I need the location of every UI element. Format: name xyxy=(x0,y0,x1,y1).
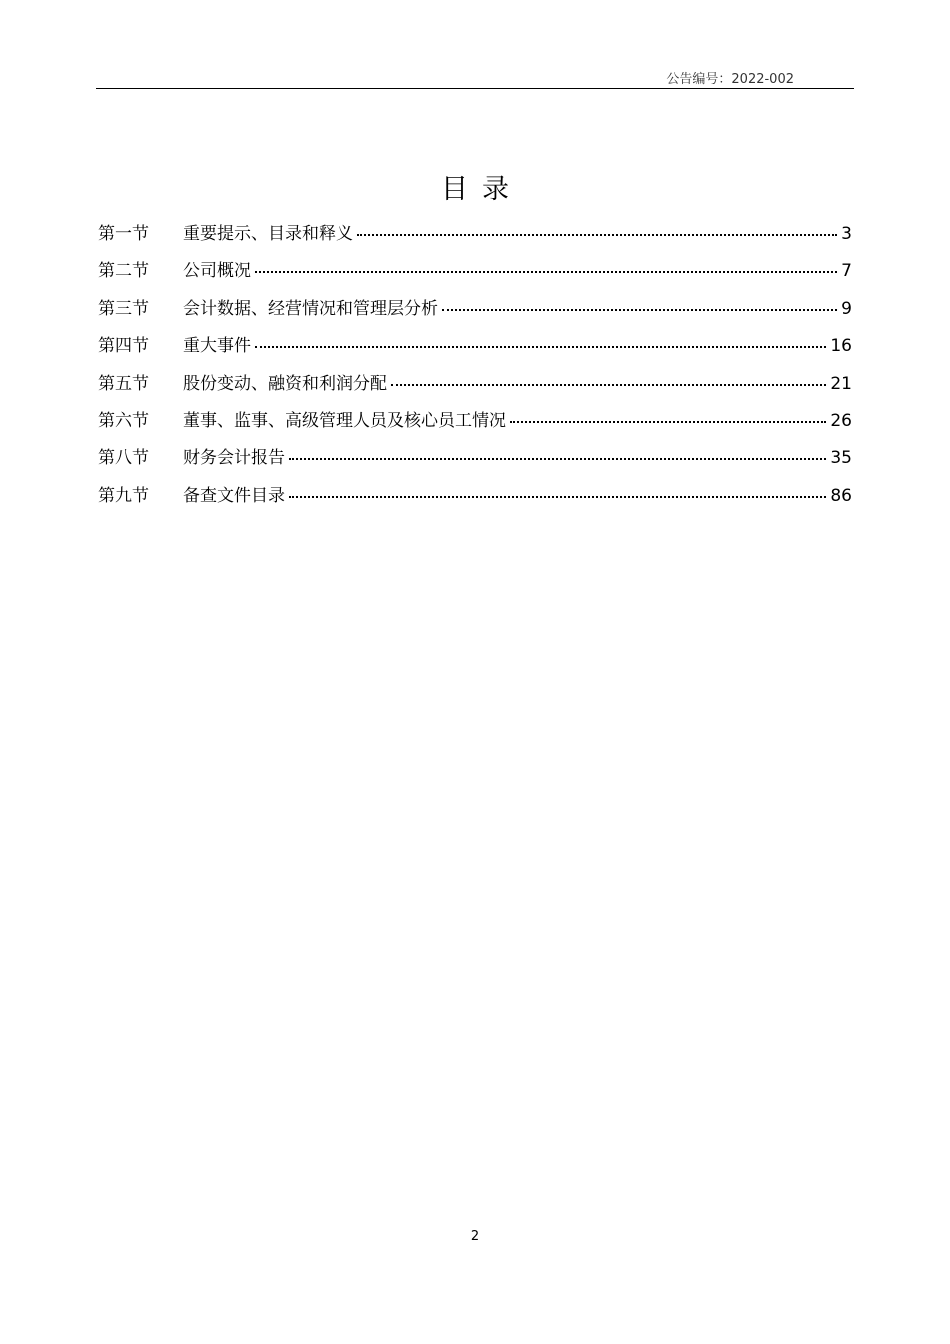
announcement-number: 公告编号：2022-002 xyxy=(666,72,794,87)
toc-title: 目录 xyxy=(441,174,523,205)
toc-page-number: 3 xyxy=(841,224,852,244)
toc-page-number: 26 xyxy=(830,410,852,431)
toc-entry[interactable] xyxy=(98,332,852,369)
toc-leader-dots xyxy=(391,383,826,386)
toc-leader-dots xyxy=(357,233,837,236)
toc-entry[interactable] xyxy=(98,482,852,519)
toc-heading: 备查文件目录 xyxy=(183,485,285,506)
toc-entry[interactable] xyxy=(98,220,852,257)
toc-heading: 重大事件 xyxy=(183,336,251,357)
toc-section-number: 第三节 xyxy=(98,298,149,319)
toc-section-number: 第二节 xyxy=(98,261,149,282)
toc-section-number: 第五节 xyxy=(98,373,149,394)
toc-entry[interactable] xyxy=(98,257,852,294)
page-header xyxy=(96,64,854,89)
toc-page-number: 21 xyxy=(830,373,852,394)
toc-heading: 董事、监事、高级管理人员及核心员工情况 xyxy=(183,410,506,431)
toc-page-number: 86 xyxy=(830,485,852,506)
toc-section-number: 第一节 xyxy=(98,224,149,244)
toc-leader-dots xyxy=(255,345,826,348)
toc-leader-dots xyxy=(289,495,826,498)
toc-heading: 会计数据、经营情况和管理层分析 xyxy=(183,298,438,319)
toc-page-number: 9 xyxy=(841,298,852,319)
toc-section-number: 第九节 xyxy=(98,485,149,506)
toc-page-number: 7 xyxy=(841,261,852,282)
toc-leader-dots xyxy=(510,420,826,423)
toc-entry[interactable] xyxy=(98,407,852,444)
toc-heading: 公司概况 xyxy=(183,261,251,282)
toc-leader-dots xyxy=(289,457,826,460)
toc-heading: 财务会计报告 xyxy=(183,448,285,469)
table-of-contents xyxy=(98,220,852,519)
toc-section-number: 第四节 xyxy=(98,336,149,357)
toc-page-number: 35 xyxy=(830,448,852,469)
toc-entry[interactable] xyxy=(98,444,852,481)
toc-heading: 股份变动、融资和利润分配 xyxy=(183,373,387,394)
toc-leader-dots xyxy=(255,270,837,273)
toc-heading: 重要提示、目录和释义 xyxy=(183,224,353,244)
page-number: 2 xyxy=(470,1229,480,1244)
toc-entry[interactable] xyxy=(98,295,852,332)
toc-section-number: 第八节 xyxy=(98,448,149,469)
toc-page-number: 16 xyxy=(830,336,852,357)
toc-entry[interactable] xyxy=(98,370,852,407)
toc-leader-dots xyxy=(442,308,837,311)
toc-section-number: 第六节 xyxy=(98,410,149,431)
